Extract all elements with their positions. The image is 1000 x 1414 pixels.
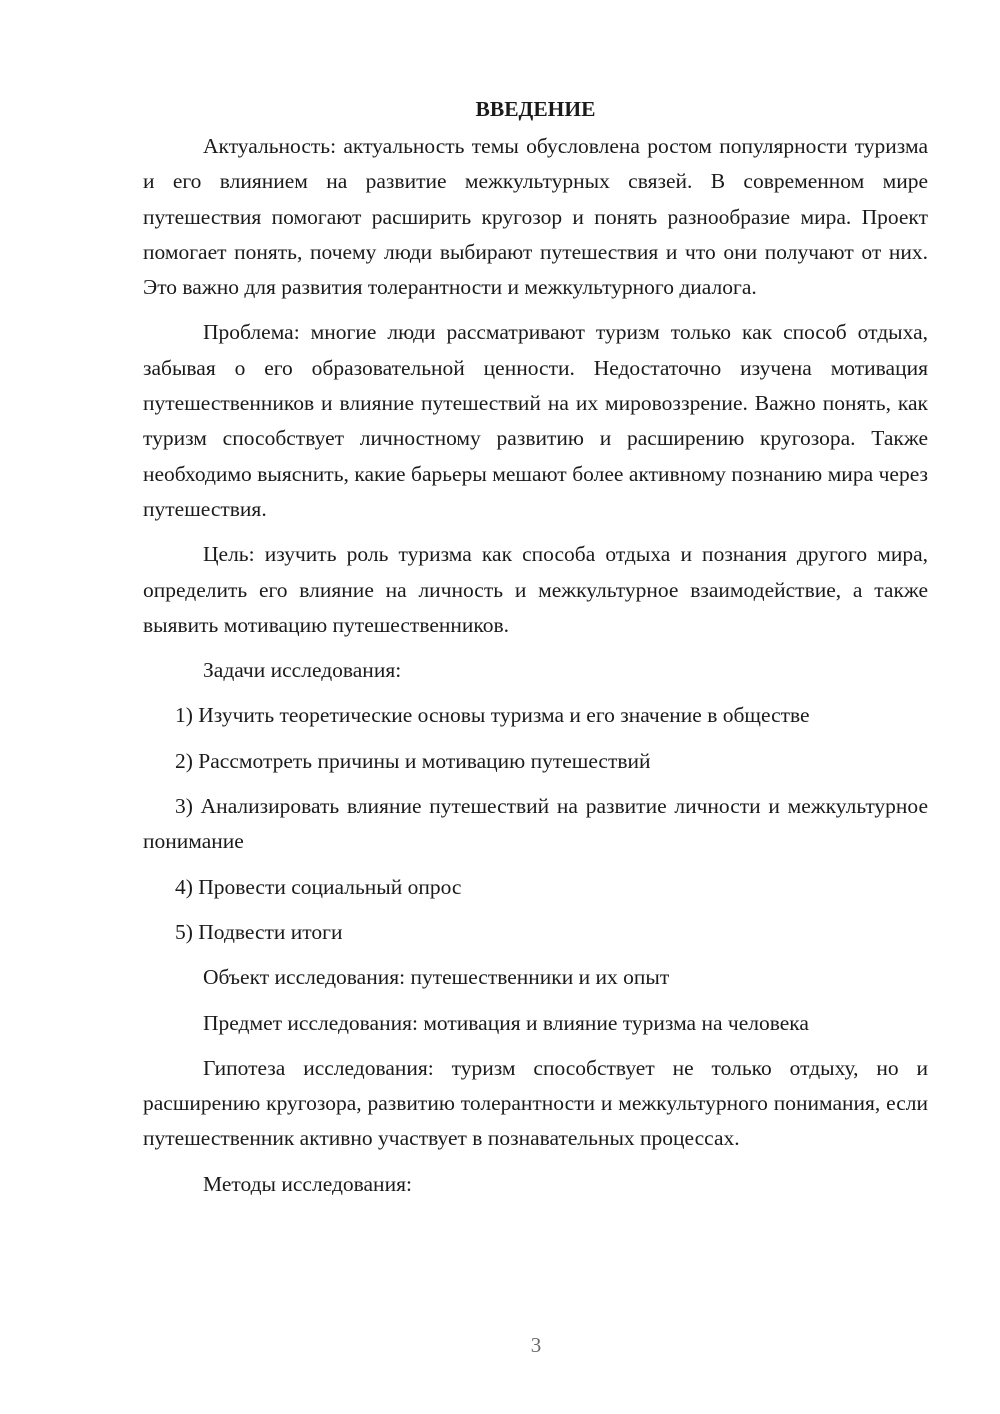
tasks-heading: Задачи исследования: [203,658,402,683]
problem-paragraph: Проблема: многие люди рассматривают туризм только как способ отдыха, забывая о его образовательной ценности. Недостаточно изучена мотивация путешественников и влияние путешествий на их мировоззрение. Важно понять, как туризм способствует личностному развитию и расширению кругозора. Также необходимо выяснить, какие барьеры мешают более активному познанию мира через путешествия. [143,320,928,521]
list-item: 5) Подвести итоги [175,919,343,944]
section-title: ВВЕДЕНИЕ [475,97,596,121]
object-line: Объект исследования: путешественники и их опыт [203,965,670,990]
tasks-list [143,698,928,950]
list-item: 2) Рассмотреть причины и мотивацию путешествий [175,748,651,773]
goal-paragraph: Цель: изучить роль туризма как способа отдыха и познания другого мира, определить его влияние на личность и межкультурное взаимодействие, а также выявить мотивацию путешественников. [143,542,928,637]
subject-line: Предмет исследования: мотивация и влияние туризма на человека [203,1010,809,1035]
methods-heading: Методы исследования: [203,1171,412,1196]
relevance-paragraph: Актуальность: актуальность темы обусловлена ростом популярности туризма и его влиянием на развитие межкультурных связей. В современном мире путешествия помогают расширить кругозор и понять разнообразие мира. Проект помогает понять, почему люди выбирают путешествия и что они получают от них. Это важно для развития толерантности и межкультурного диалога. [143,134,928,300]
page-number: 3 [530,1333,542,1357]
list-item: 3) Анализировать влияние путешествий на развитие личности и межкультурное понимание [143,794,928,854]
list-item: 4) Провести социальный опрос [175,874,462,899]
document-page [143,92,928,1212]
hypothesis-paragraph: Гипотеза исследования: туризм способствует не только отдыху, но и расширению кругозора, развитию толерантности и межкультурного понимания, если путешественник активно участвует в познавательных процессах. [143,1055,928,1151]
list-item: 1) Изучить теоретические основы туризма и его значение в обществе [175,703,810,728]
